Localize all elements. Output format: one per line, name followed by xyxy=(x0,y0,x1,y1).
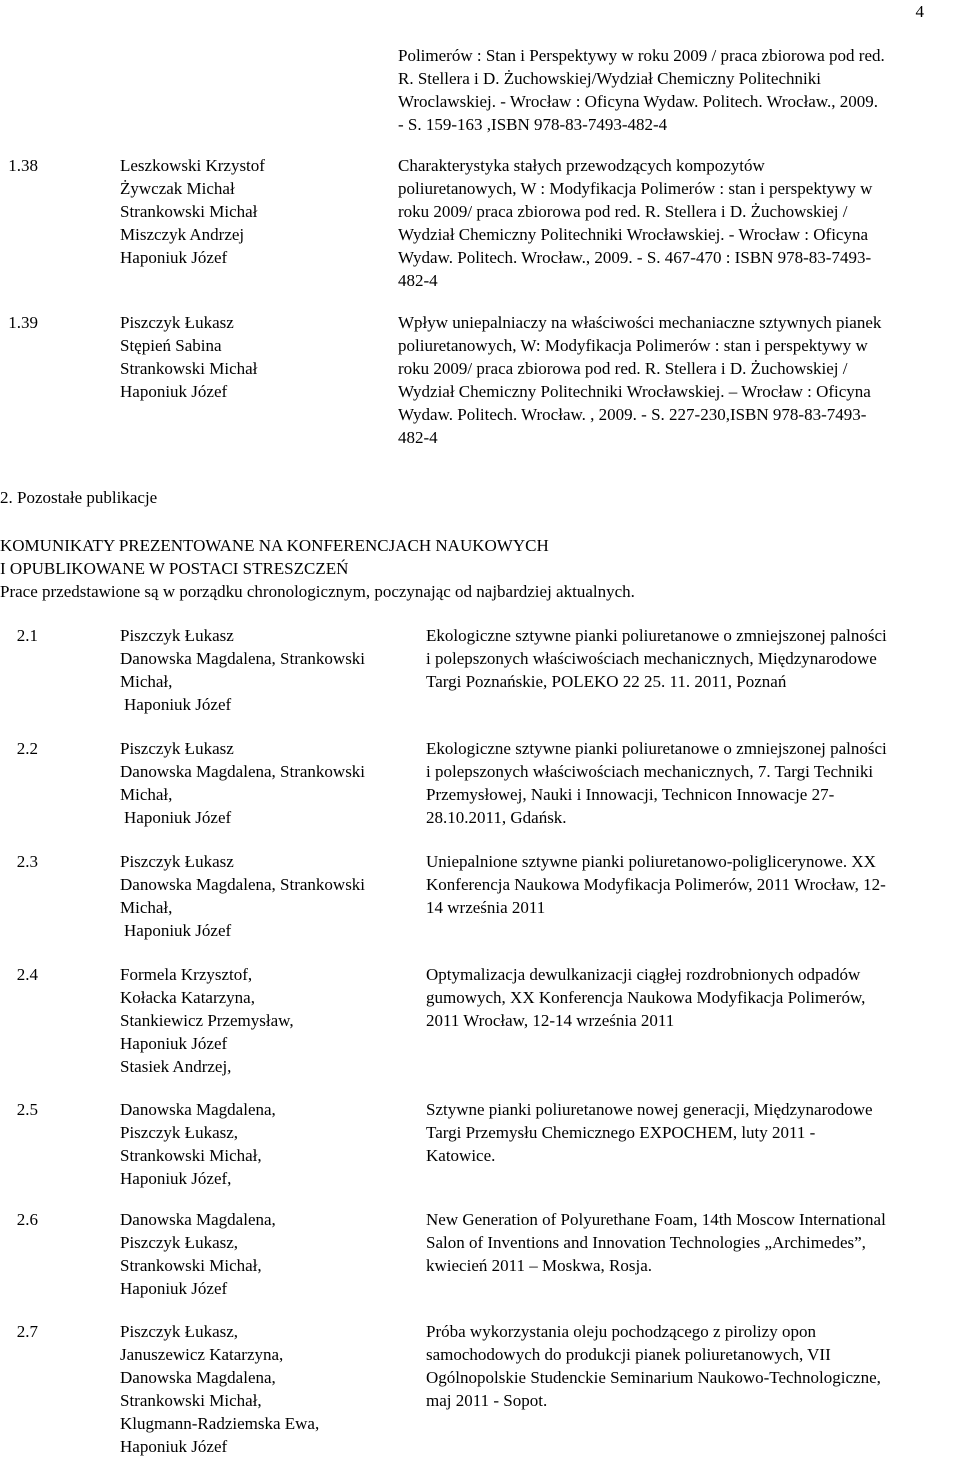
author: Haponiuk Józef xyxy=(124,921,232,940)
title-line: Ekologiczne sztywne pianki poliuretanowe o zmniejszonej palności xyxy=(426,739,887,758)
entry-title xyxy=(426,624,887,693)
title-line: Charakterystyka stałych przewodzących kompozytów xyxy=(398,156,765,175)
author: Michał, xyxy=(120,672,173,691)
author: Miszczyk Andrzej xyxy=(120,225,245,244)
title-line: Wydział Chemiczny Politechniki Wrocławskiej. - Wrocław : Oficyna xyxy=(398,225,869,244)
author: Żywczak Michał xyxy=(120,179,235,198)
author: Klugmann-Radziemska Ewa, xyxy=(120,1414,320,1433)
entry-number: 2.1 xyxy=(16,626,38,645)
author: Piszczyk Łukasz xyxy=(120,626,234,645)
title-line: i polepszonych właściwościach mechanicznych, Międzynarodowe xyxy=(426,649,877,668)
title-line: 28.10.2011, Gdańsk. xyxy=(426,808,567,827)
entry-number: 2.6 xyxy=(16,1210,38,1229)
author: Haponiuk Józef xyxy=(120,248,228,267)
author: Stępień Sabina xyxy=(120,336,222,355)
title-line: gumowych, XX Konferencja Naukowa Modyfikacja Polimerów, xyxy=(426,988,866,1007)
title-line: Ekologiczne sztywne pianki poliuretanowe o zmniejszonej palności xyxy=(426,626,887,645)
title-line: Optymalizacja dewulkanizacji ciągłej rozdrobnionych odpadów xyxy=(426,965,861,984)
title-line: 482-4 xyxy=(398,271,438,290)
section-subheading-line: KOMUNIKATY PREZENTOWANE NA KONFERENCJACH NAUKOWYCH xyxy=(0,536,549,555)
author: Formela Krzysztof, xyxy=(120,965,253,984)
title-line: Sztywne pianki poliuretanowe nowej generacji, Międzynarodowe xyxy=(426,1100,873,1119)
title-line: Targi Poznańskie, POLEKO 22 25. 11. 2011, Poznań xyxy=(426,672,787,691)
title-line: Salon of Inventions and Innovation Technologies „Archimedes”, xyxy=(426,1233,866,1252)
author: Leszkowski Krzystof xyxy=(120,156,265,175)
entry-authors xyxy=(120,154,265,269)
title-line: Wydaw. Politech. Wrocław., 2009. - S. 467-470 : ISBN 978-83-7493- xyxy=(398,248,872,267)
entry-title xyxy=(426,1320,881,1412)
author: Haponiuk Józef xyxy=(120,1279,228,1298)
title-line: Wpływ uniepalniaczy na właściwości mechaniaczne sztywnych pianek xyxy=(398,313,882,332)
title-line: 14 września 2011 xyxy=(426,898,546,917)
title-line: 2011 Wrocław, 12-14 września 2011 xyxy=(426,1011,675,1030)
entry-authors xyxy=(120,850,365,942)
title-line: roku 2009/ praca zbiorowa pod red. R. Stellera i D. Żuchowskiej / xyxy=(398,202,848,221)
title-line: maj 2011 - Sopot. xyxy=(426,1391,548,1410)
title-line: - S. 159-163 ,ISBN 978-83-7493-482-4 xyxy=(398,115,668,134)
title-line: roku 2009/ praca zbiorowa pod red. R. Stellera i D. Żuchowskiej / xyxy=(398,359,848,378)
author: Strankowski Michał, xyxy=(120,1391,262,1410)
author: Piszczyk Łukasz xyxy=(120,852,234,871)
author: Piszczyk Łukasz, xyxy=(120,1233,239,1252)
entry-number: 2.2 xyxy=(16,739,38,758)
author: Haponiuk Józef xyxy=(120,1034,228,1053)
continuation-title xyxy=(398,44,885,136)
entry-authors xyxy=(120,1098,276,1190)
title-line: Targi Przemysłu Chemicznego EXPOCHEM, luty 2011 - xyxy=(426,1123,816,1142)
author: Strankowski Michał xyxy=(120,202,258,221)
entry-title xyxy=(426,1098,873,1167)
entry-number: 2.3 xyxy=(16,852,38,871)
entry-authors xyxy=(120,1208,276,1300)
title-line: 482-4 xyxy=(398,428,438,447)
title-line: Uniepalnione sztywne pianki poliuretanowo-poliglicerynowe. XX xyxy=(426,852,876,871)
page-number: 4 xyxy=(915,2,924,21)
section-heading: 2. Pozostałe publikacje xyxy=(0,488,158,507)
title-line: poliuretanowych, W: Modyfikacja Polimerów : stan i perspektywy w xyxy=(398,336,868,355)
title-line: samochodowych do produkcji pianek poliuretanowych, VII xyxy=(426,1345,831,1364)
author: Piszczyk Łukasz xyxy=(120,313,234,332)
entry-title xyxy=(426,1208,886,1277)
author: Piszczyk Łukasz, xyxy=(120,1322,239,1341)
author: Danowska Magdalena, Strankowski xyxy=(120,875,366,894)
entry-title xyxy=(426,737,887,829)
author: Haponiuk Józef xyxy=(124,695,232,714)
title-line: Przemysłowej, Nauki i Innowacji, Technicon Innowacje 27- xyxy=(426,785,835,804)
title-line: Wydaw. Politech. Wrocław. , 2009. - S. 227-230,ISBN 978-83-7493- xyxy=(398,405,867,424)
author: Strankowski Michał, xyxy=(120,1256,262,1275)
author: Stankiewicz Przemysław, xyxy=(120,1011,294,1030)
author: Danowska Magdalena, xyxy=(120,1368,276,1387)
author: Piszczyk Łukasz xyxy=(120,739,234,758)
entry-number: 2.5 xyxy=(16,1100,38,1119)
entry-authors xyxy=(120,737,365,829)
author: Danowska Magdalena, xyxy=(120,1100,276,1119)
title-line: Ogólnopolskie Studenckie Seminarium Naukowo-Technologiczne, xyxy=(426,1368,881,1387)
entry-title xyxy=(426,850,886,919)
entry-number: 1.38 xyxy=(8,156,38,175)
author: Michał, xyxy=(120,898,173,917)
title-line: Wydział Chemiczny Politechniki Wrocławskiej. – Wrocław : Oficyna xyxy=(398,382,871,401)
author: Strankowski Michał, xyxy=(120,1146,262,1165)
entry-number: 1.39 xyxy=(8,313,38,332)
entry-title xyxy=(426,963,865,1032)
author: Haponiuk Józef xyxy=(120,382,228,401)
entry-number: 2.4 xyxy=(16,965,38,984)
author: Michał, xyxy=(120,785,173,804)
title-line: R. Stellera i D. Żuchowskiej/Wydział Chemiczny Politechniki xyxy=(398,69,821,88)
author: Piszczyk Łukasz, xyxy=(120,1123,239,1142)
title-line: i polepszonych właściwościach mechanicznych, 7. Targi Techniki xyxy=(426,762,874,781)
entry-authors xyxy=(120,624,365,716)
title-line: Wroclawskiej. - Wrocław : Oficyna Wydaw. Politech. Wrocław., 2009. xyxy=(398,92,879,111)
title-line: poliuretanowych, W : Modyfikacja Polimerów : stan i perspektywy w xyxy=(398,179,873,198)
author: Haponiuk Józef xyxy=(124,808,232,827)
title-line: New Generation of Polyurethane Foam, 14th Moscow International xyxy=(426,1210,886,1229)
author: Danowska Magdalena, Strankowski xyxy=(120,649,366,668)
author: Januszewicz Katarzyna, xyxy=(120,1345,284,1364)
author: Haponiuk Józef xyxy=(120,1437,228,1456)
entry-title xyxy=(398,311,881,449)
title-line: Konferencja Naukowa Modyfikacja Polimerów, 2011 Wrocław, 12- xyxy=(426,875,886,894)
entry-authors xyxy=(120,963,294,1078)
author: Strankowski Michał xyxy=(120,359,258,378)
title-line: Polimerów : Stan i Perspektywy w roku 2009 / praca zbiorowa pod red. xyxy=(398,46,885,65)
author: Danowska Magdalena, xyxy=(120,1210,276,1229)
title-line: Próba wykorzystania oleju pochodzącego z pirolizy opon xyxy=(426,1322,816,1341)
author: Haponiuk Józef, xyxy=(120,1169,232,1188)
entry-authors xyxy=(120,1320,319,1458)
title-line: kwiecień 2011 – Moskwa, Rosja. xyxy=(426,1256,653,1275)
section-subheading-line: I OPUBLIKOWANE W POSTACI STRESZCZEŃ xyxy=(0,559,349,578)
entry-number: 2.7 xyxy=(16,1322,38,1341)
entry-title xyxy=(398,154,872,292)
author: Kołacka Katarzyna, xyxy=(120,988,255,1007)
entry-authors xyxy=(120,311,257,403)
author: Danowska Magdalena, Strankowski xyxy=(120,762,366,781)
author: Stasiek Andrzej, xyxy=(120,1057,232,1076)
title-line: Katowice. xyxy=(426,1146,496,1165)
section-intro: Prace przedstawione są w porządku chronologicznym, poczynając od najbardziej aktualnych. xyxy=(0,582,635,601)
